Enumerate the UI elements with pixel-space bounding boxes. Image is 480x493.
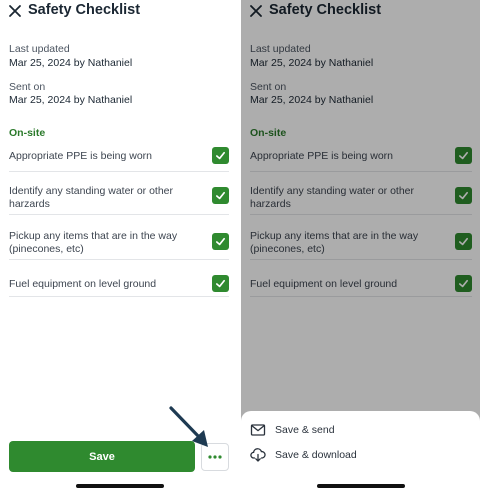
last-updated-label: Last updated: [250, 43, 311, 55]
checklist-item: [9, 172, 229, 215]
action-sheet: [241, 411, 480, 493]
save-button[interactable]: Save: [9, 441, 195, 472]
cloud-download-icon: [250, 448, 266, 462]
save-and-download-label: Save & download: [275, 449, 357, 461]
section-title: On-site: [250, 127, 287, 139]
checkbox[interactable]: [212, 233, 229, 250]
home-indicator: [76, 484, 164, 488]
home-indicator: [317, 484, 405, 488]
last-updated-value: Mar 25, 2024 by Nathaniel: [9, 57, 133, 69]
checklist-item: [9, 142, 229, 172]
checklist-item-label: Fuel equipment on level ground: [250, 278, 398, 290]
checklist-item: [9, 260, 229, 297]
checklist-screen-with-sheet: [241, 0, 480, 493]
page-title: Safety Checklist: [28, 2, 141, 18]
checklist-item: [9, 215, 229, 260]
mail-icon: [250, 423, 266, 437]
checklist-screen: [0, 0, 237, 493]
checkbox[interactable]: [212, 187, 229, 204]
checklist-item-label: Pickup any items that are in the way (pinecones, etc): [250, 230, 419, 255]
pointer-arrow-icon: [168, 405, 218, 451]
save-and-download-option[interactable]: [250, 445, 471, 465]
more-horizontal-icon: [208, 455, 222, 459]
checkmark-icon: [215, 278, 226, 289]
checklist-item-label: Appropriate PPE is being worn: [250, 150, 393, 162]
checkbox[interactable]: [212, 147, 229, 164]
save-and-send-label: Save & send: [275, 424, 335, 436]
checklist-item-label: Identify any standing water or other harzards: [9, 185, 174, 210]
section-title: On-site: [9, 127, 46, 139]
checklist-item-label: Appropriate PPE is being worn: [9, 150, 152, 162]
checklist-item-label: Pickup any items that are in the way (pinecones, etc): [9, 230, 178, 255]
checkmark-icon: [215, 236, 226, 247]
checklist-item-label: Identify any standing water or other harzards: [250, 185, 415, 210]
save-and-send-option[interactable]: [250, 420, 471, 440]
sent-on-value: Mar 25, 2024 by Nathaniel: [9, 94, 133, 106]
close-icon[interactable]: [8, 4, 22, 18]
checkmark-icon: [215, 150, 226, 161]
page-title: Safety Checklist: [269, 2, 382, 18]
sent-on-label: Sent on: [250, 81, 287, 93]
checklist-item-label: Fuel equipment on level ground: [9, 278, 157, 290]
checkbox[interactable]: [212, 275, 229, 292]
checkmark-icon: [215, 190, 226, 201]
sent-on-label: Sent on: [9, 81, 46, 93]
last-updated-label: Last updated: [9, 43, 70, 55]
last-updated-value: Mar 25, 2024 by Nathaniel: [250, 57, 374, 69]
sent-on-value: Mar 25, 2024 by Nathaniel: [250, 94, 374, 106]
